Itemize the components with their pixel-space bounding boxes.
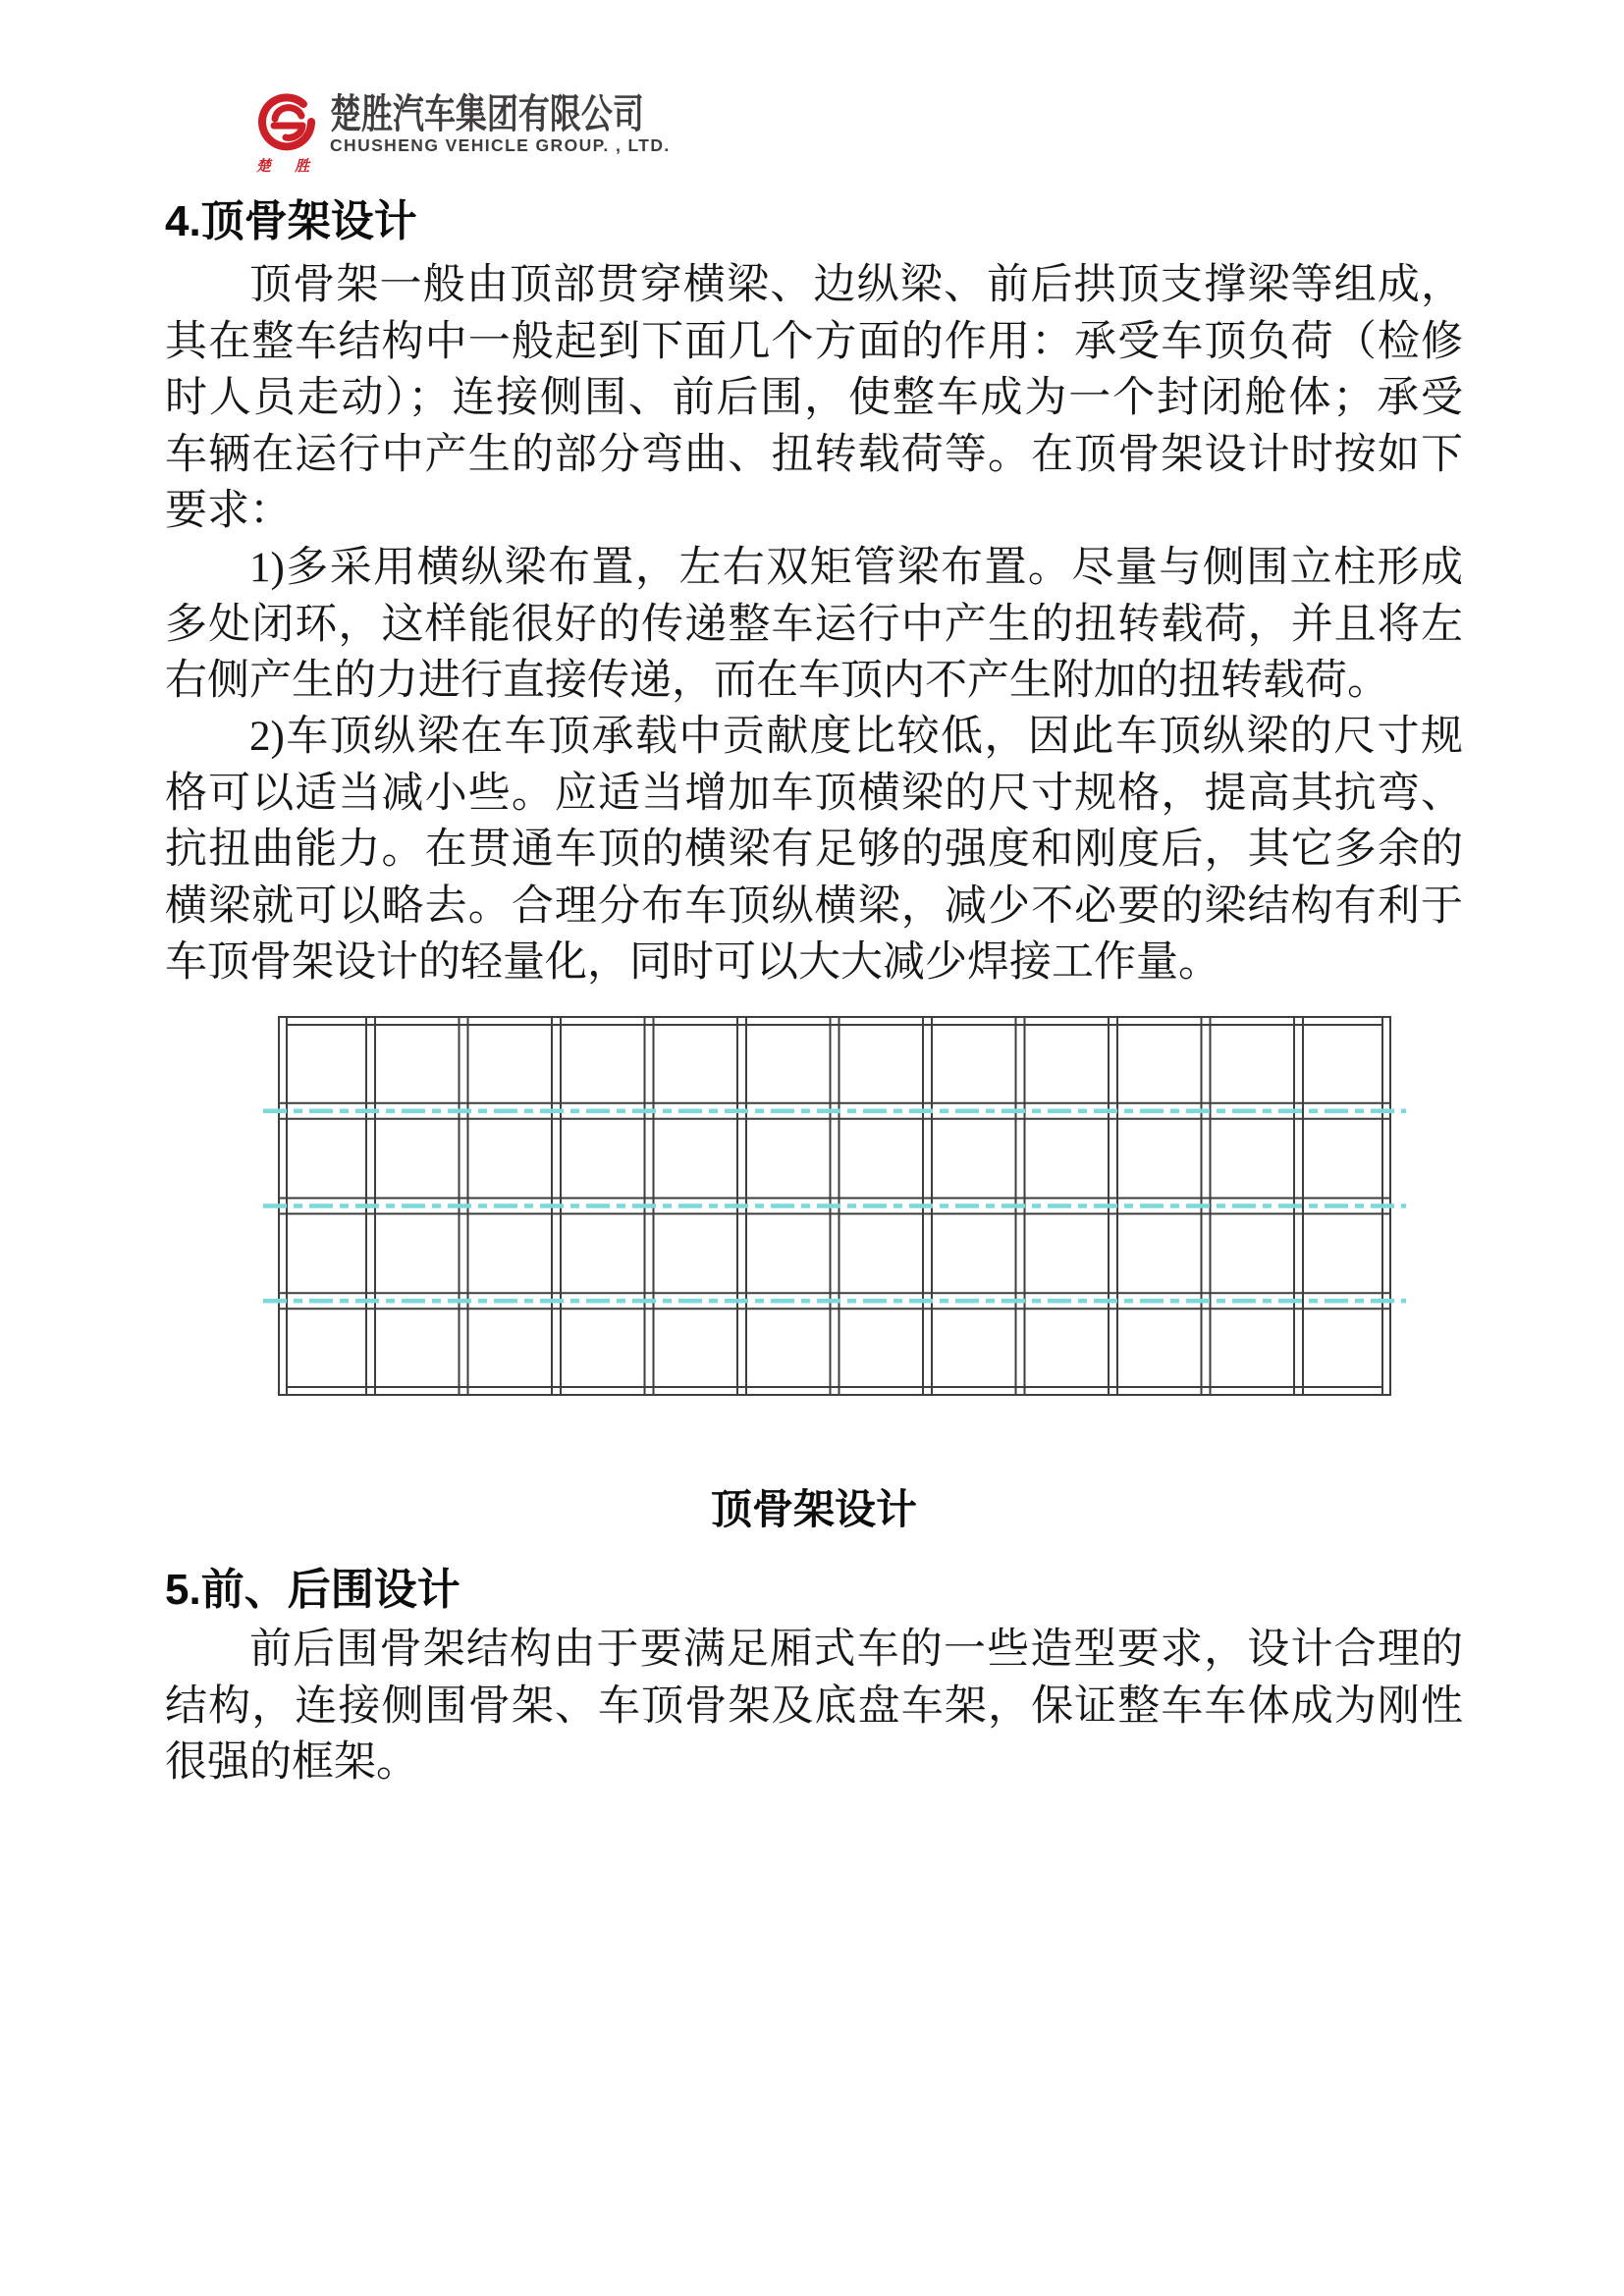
company-logo (257, 92, 732, 176)
logo-text (330, 92, 732, 155)
paragraph-line: 抗扭曲能力。在贯通车顶的横梁有足够的强度和刚度后，其它多余的 (165, 827, 1463, 873)
paragraph-line: 很强的框架。 (165, 1739, 418, 1786)
section-4-paragraph-1 (165, 257, 1463, 540)
section-5-heading: 5.前、后围设计 (165, 1566, 460, 1614)
paragraph-line: 结构，连接侧围骨架、车顶骨架及底盘车架，保证整车车体成为刚性 (165, 1682, 1463, 1730)
figure-caption: 顶骨架设计 (710, 1486, 917, 1532)
paragraph-line: 车辆在运行中产生的部分弯曲、扭转载荷等。在顶骨架设计时按如下 (165, 431, 1463, 478)
paragraph-line: 右侧产生的力进行直接传递，而在车顶内不产生附加的扭转载荷。 (165, 658, 1389, 704)
paragraph-line: 要求： (165, 488, 292, 534)
paragraph-line: 1)多采用横纵梁布置，左右双矩管梁布置。尽量与侧围立柱形成 (249, 545, 1463, 591)
paragraph-line: 车顶骨架设计的轻量化，同时可以大大减少焊接工作量。 (165, 939, 1220, 986)
paragraph-line: 格可以适当减小些。应适当增加车顶横梁的尺寸规格，提高其抗弯、 (165, 770, 1463, 817)
paragraph-line: 顶骨架一般由顶部贯穿横梁、边纵梁、前后拱顶支撑梁等组成， (249, 262, 1463, 308)
paragraph-line: 其在整车结构中一般起到下面几个方面的作用：承受车顶负荷（检修 (165, 318, 1463, 365)
paragraph-line: 前后围骨架结构由于要满足厢式车的一些造型要求，设计合理的 (249, 1627, 1463, 1673)
company-name-zh: 楚胜汽车集团有限公司 (330, 91, 644, 136)
section-4-paragraph-2 (165, 540, 1463, 710)
paragraph-line: 多处闭环，这样能很好的传递整车运行中产生的扭转载荷，并且将左 (165, 601, 1463, 648)
section-4-paragraph-3 (165, 709, 1463, 991)
roof-frame-diagram (262, 1016, 1407, 1396)
section-4-heading: 4.顶骨架设计 (165, 197, 417, 245)
logo-icon-wrap (257, 92, 318, 176)
chusheng-logo-icon (258, 92, 317, 153)
paragraph-line: 横梁就可以略去。合理分布车顶纵横梁，减少不必要的梁结构有利于 (165, 882, 1463, 930)
paragraph-line: 时人员走动）；连接侧围、前后围，使整车成为一个封闭舱体；承受 (165, 375, 1463, 421)
logo-icon-caption: 楚 胜 (255, 158, 320, 175)
section-5-paragraph-1 (165, 1622, 1463, 1791)
company-name-en: CHUSHENG VEHICLE GROUP. , LTD. (330, 135, 671, 155)
paragraph-line: 2)车顶纵梁在车顶承载中贡献度比较低，因此车顶纵梁的尺寸规 (249, 714, 1463, 760)
